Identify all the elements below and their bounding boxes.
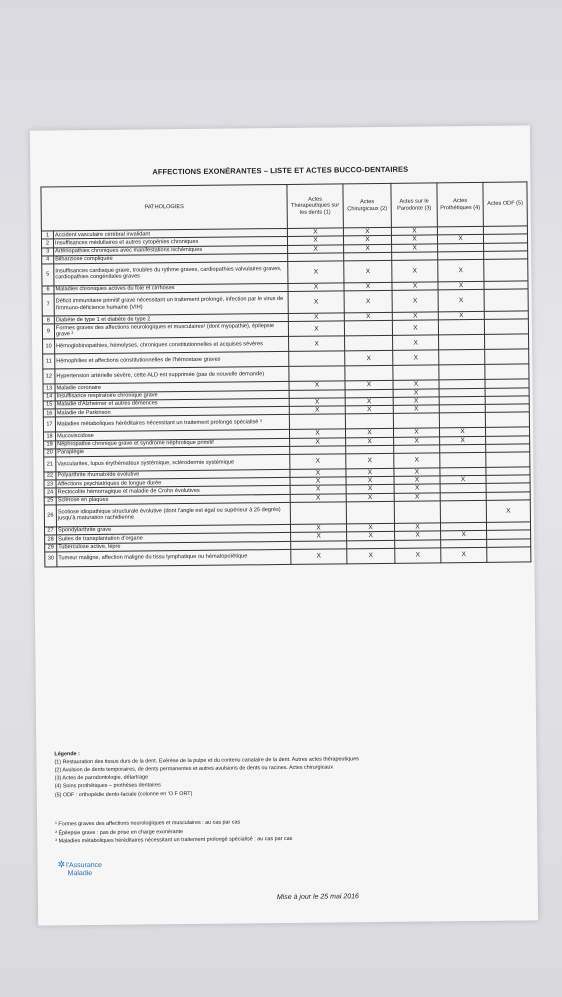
act-mark bbox=[440, 500, 486, 522]
row-number: 5 bbox=[42, 264, 54, 286]
act-mark: X bbox=[392, 243, 438, 252]
pathology-label: Polyarthrite rhumatoïde évolutive bbox=[56, 469, 290, 480]
pathology-label: Hémoglobinopathies, hémolyses, chroniques constitutionnelles et acquises sévères bbox=[55, 337, 289, 354]
act-mark bbox=[487, 546, 531, 561]
header-actes-therapeutiques: Actes Thérapeutiques sur les dents (1) bbox=[287, 184, 343, 229]
act-mark: X bbox=[392, 312, 438, 321]
act-mark: X bbox=[290, 494, 346, 503]
legend-item: (3) Actes de parodontologie, détartrage bbox=[54, 774, 149, 782]
act-mark: X bbox=[439, 428, 485, 437]
row-number: 17 bbox=[43, 417, 55, 432]
act-mark: X bbox=[392, 282, 438, 291]
act-mark: X bbox=[486, 500, 530, 522]
pathology-label: Scoliose idiopathique structurale évolutive (dont l'angle est égal ou supérieur à 25 degrés) jusqu'à maturation rachidienne bbox=[56, 502, 290, 526]
act-mark: X bbox=[290, 485, 346, 494]
pathology-label: Spondylarthrite grave bbox=[57, 524, 291, 535]
legend-item: (1) Restauration des tissus durs de la dent. Exérèse de la pulpe et du contenu canalaire de la dent. Autres actes thérapeutiques bbox=[54, 756, 359, 766]
act-mark bbox=[345, 336, 393, 352]
act-mark: X bbox=[345, 351, 393, 367]
act-mark bbox=[485, 412, 529, 427]
legend-title: Légende : bbox=[54, 751, 80, 758]
pathology-label: Mucoviscidose bbox=[56, 430, 290, 441]
row-number: 9 bbox=[42, 324, 54, 339]
act-mark: X bbox=[346, 453, 394, 469]
act-mark bbox=[290, 502, 346, 525]
act-mark: X bbox=[344, 290, 392, 313]
act-mark: X bbox=[345, 381, 393, 390]
act-mark: X bbox=[288, 261, 344, 284]
pathology-label: Maladies chroniques actives du foie et cirrhoses bbox=[54, 283, 288, 294]
act-mark bbox=[484, 259, 528, 281]
row-number: 4 bbox=[42, 256, 54, 264]
act-mark: X bbox=[391, 227, 437, 236]
act-mark bbox=[393, 365, 439, 380]
row-number: 13 bbox=[43, 384, 55, 392]
pathology-label: Formes graves des affections neurologiques et musculaires¹ (dont myopathie), épilepsie grave ² bbox=[54, 322, 288, 339]
pathology-label: Hypertension artérielle sévère, cette ALD est supprimée (pas de nouvelle demande) bbox=[55, 367, 289, 384]
act-mark: X bbox=[346, 485, 394, 494]
act-mark: X bbox=[291, 548, 347, 564]
act-mark: X bbox=[288, 321, 344, 337]
update-date: Mise à jour le 25 mai 2016 bbox=[276, 893, 359, 902]
pathology-label: Maladie coronaire bbox=[55, 382, 289, 393]
act-mark: X bbox=[345, 397, 393, 406]
pathology-label: Affections psychiatriques de longue durée bbox=[56, 478, 290, 489]
pathology-label: Tuberculose active, lèpre bbox=[57, 541, 291, 551]
row-number: 28 bbox=[45, 535, 57, 543]
act-mark bbox=[486, 452, 530, 467]
act-mark: X bbox=[395, 547, 441, 562]
header-pathologies: PATHOLOGIES bbox=[41, 184, 287, 231]
act-mark: X bbox=[438, 259, 484, 281]
document-title: AFFECTIONS EXONÉRANTES – LISTE ET ACTES BUCCO-DENTAIRES bbox=[152, 164, 409, 177]
act-mark: X bbox=[391, 235, 437, 244]
pathology-label: Artériopathies chroniques avec manifestations ischémiques bbox=[54, 245, 288, 256]
pathology-label: Insuffisance respiratoire chronique grave bbox=[55, 390, 289, 401]
pathology-label: Sclérose en plaques bbox=[56, 494, 290, 505]
act-mark: X bbox=[392, 290, 438, 312]
act-mark bbox=[438, 320, 484, 335]
legend-block bbox=[54, 745, 524, 799]
act-mark: X bbox=[344, 282, 392, 291]
row-number: 14 bbox=[43, 392, 55, 400]
act-mark: X bbox=[289, 406, 345, 415]
header-actes-parodonte: Actes sur le Parodonte (3) bbox=[391, 183, 437, 227]
pathology-label: Déficit immunitaire primitif grave nécessitant un traitement prolongé, infection par le virus de l'immuno-déficience humaine (VIH) bbox=[54, 292, 288, 316]
header-actes-prothetiques: Actes Prothétiques (4) bbox=[437, 182, 483, 226]
row-number: 24 bbox=[44, 488, 56, 496]
act-mark: X bbox=[393, 428, 439, 437]
row-number: 8 bbox=[42, 316, 54, 324]
act-mark: X bbox=[441, 547, 487, 562]
act-mark bbox=[440, 452, 486, 467]
row-number: 19 bbox=[44, 441, 56, 449]
pathology-label: Insuffisances médullaires et autres cytopénies chroniques bbox=[53, 237, 287, 248]
pathology-label: Suites de transplantation d'organe bbox=[57, 533, 291, 544]
act-mark: X bbox=[394, 523, 440, 532]
act-mark: X bbox=[347, 548, 395, 564]
act-mark bbox=[485, 364, 529, 379]
legend-item: (5) ODF : orthopédie dento-faciale (colonne en 'O F ORT) bbox=[54, 790, 193, 798]
act-mark: X bbox=[393, 335, 439, 350]
row-number: 27 bbox=[45, 527, 57, 535]
act-mark bbox=[439, 413, 485, 428]
act-mark: X bbox=[392, 260, 438, 282]
act-mark: X bbox=[287, 228, 343, 237]
act-mark: X bbox=[290, 477, 346, 486]
row-number: 30 bbox=[45, 551, 57, 566]
act-mark: X bbox=[288, 291, 344, 314]
act-mark bbox=[485, 334, 529, 349]
act-mark: X bbox=[288, 244, 344, 253]
row-number: 2 bbox=[41, 239, 53, 247]
act-mark: X bbox=[440, 476, 486, 485]
act-mark bbox=[289, 414, 345, 430]
act-mark: X bbox=[290, 469, 346, 478]
act-mark: X bbox=[347, 532, 395, 541]
footnotes bbox=[55, 815, 525, 846]
row-number: 22 bbox=[44, 472, 56, 480]
row-number: 6 bbox=[42, 286, 54, 294]
act-mark: X bbox=[346, 477, 394, 486]
act-mark bbox=[346, 501, 394, 524]
legend-item: (4) Soins prothétiques – prothèses dentaires bbox=[54, 782, 161, 790]
pathology-label: Hémophilies et affections constitutionnelles de l'hémostase graves bbox=[55, 352, 289, 369]
act-mark: X bbox=[346, 493, 394, 502]
act-mark: X bbox=[438, 311, 484, 320]
row-number: 26 bbox=[44, 505, 56, 527]
row-number: 29 bbox=[45, 543, 57, 551]
act-mark: X bbox=[291, 532, 347, 541]
act-mark bbox=[439, 350, 485, 365]
act-mark: X bbox=[394, 484, 440, 493]
act-mark: X bbox=[288, 283, 344, 292]
act-mark: X bbox=[287, 236, 343, 245]
row-number: 7 bbox=[42, 294, 54, 316]
act-mark bbox=[485, 349, 529, 364]
act-mark bbox=[439, 365, 485, 380]
footnote: ¹ Formes graves des affections neurologiques et musculaires : au cas par cas bbox=[55, 819, 241, 828]
act-mark: X bbox=[346, 437, 394, 446]
table-header-row bbox=[41, 182, 527, 231]
row-number: 20 bbox=[44, 449, 56, 457]
act-mark: X bbox=[394, 453, 440, 468]
act-mark: X bbox=[393, 388, 439, 397]
act-mark bbox=[393, 413, 439, 428]
act-mark bbox=[344, 321, 392, 337]
act-mark: X bbox=[289, 398, 345, 407]
header-actes-odf: Actes ODF (5) bbox=[483, 182, 527, 226]
footnote: ² Épilepsie grave : pas de prise en charge exonérante bbox=[55, 828, 184, 837]
act-mark bbox=[439, 335, 485, 350]
act-mark: X bbox=[343, 227, 391, 236]
act-mark: X bbox=[289, 336, 345, 352]
act-mark: X bbox=[344, 312, 392, 321]
assurance-maladie-logo: ✲l'Assurance Maladie bbox=[57, 859, 103, 878]
act-mark: X bbox=[438, 281, 484, 290]
act-mark: X bbox=[393, 380, 439, 389]
act-mark bbox=[484, 319, 528, 334]
act-mark: X bbox=[346, 523, 394, 532]
row-number: 25 bbox=[44, 497, 56, 505]
row-number: 12 bbox=[43, 369, 55, 384]
act-mark bbox=[289, 366, 345, 382]
row-number: 23 bbox=[44, 480, 56, 488]
act-mark: X bbox=[289, 381, 345, 390]
act-mark: X bbox=[393, 405, 439, 414]
header-actes-chirurgicaux: Actes Chirurgicaux (2) bbox=[343, 183, 391, 228]
act-mark: X bbox=[345, 429, 393, 438]
pathology-label: Bilharziose compliquée bbox=[54, 253, 288, 263]
act-mark: X bbox=[345, 405, 393, 414]
act-mark bbox=[484, 289, 528, 311]
act-mark bbox=[394, 501, 440, 523]
pathology-label: Maladie d'Alzheimer et autres démences bbox=[55, 398, 289, 409]
act-mark bbox=[345, 366, 393, 382]
row-number: 16 bbox=[43, 409, 55, 417]
act-mark: X bbox=[440, 436, 486, 445]
row-number: 3 bbox=[42, 247, 54, 255]
act-mark bbox=[289, 351, 345, 367]
act-mark: X bbox=[290, 524, 346, 533]
act-mark: X bbox=[290, 438, 346, 447]
paper-sheet bbox=[30, 125, 538, 925]
pathology-label: Diabète de type 1 et diabète de type 2 bbox=[54, 314, 288, 325]
row-number: 21 bbox=[44, 457, 56, 472]
act-mark: X bbox=[346, 468, 394, 477]
act-mark: X bbox=[343, 236, 391, 245]
legend-item: (2) Avulsion de dents temporaires, de dents permanentes et autres avulsions de dents ou racines. Actes chirurgicaux bbox=[54, 764, 334, 774]
act-mark: X bbox=[441, 531, 487, 540]
row-number: 15 bbox=[43, 401, 55, 409]
pathology-label: Néphropathie chronique grave et syndrome néphrotique primitif bbox=[56, 438, 290, 449]
row-number: 11 bbox=[43, 354, 55, 369]
act-mark: X bbox=[290, 454, 346, 470]
row-number: 18 bbox=[44, 432, 56, 440]
pathologies-table bbox=[40, 181, 531, 567]
logo-icon: ✲ bbox=[57, 859, 66, 870]
act-mark: X bbox=[392, 320, 438, 335]
pathology-label: Maladie de Parkinson bbox=[55, 407, 289, 418]
act-mark: X bbox=[395, 531, 441, 540]
pathology-label: Vascularites, lupus érythémateux systémique, sclérodermie systémique bbox=[56, 454, 290, 471]
pathology-label: Rectocolite hémorragique et maladie de Crohn évolutives bbox=[56, 486, 290, 497]
act-mark: X bbox=[393, 397, 439, 406]
pathology-label: Tumeur maligne, affection maligne du tissu lymphatique ou hématopoïétique bbox=[57, 549, 291, 566]
act-mark: X bbox=[288, 313, 344, 322]
pathology-label: Maladies métaboliques héréditaires nécessitant un traitement prolongé spécialisé ³ bbox=[55, 415, 289, 432]
row-number: 1 bbox=[41, 231, 53, 239]
pathology-label: Accident vasculaire cérébral invalidant bbox=[53, 228, 287, 239]
act-mark: X bbox=[394, 493, 440, 502]
act-mark: X bbox=[437, 235, 483, 244]
act-mark bbox=[345, 414, 393, 430]
row-number: 10 bbox=[43, 339, 55, 354]
act-mark: X bbox=[438, 289, 484, 311]
act-mark: X bbox=[344, 244, 392, 253]
act-mark: X bbox=[394, 468, 440, 477]
pathology-label: Insuffisances cardiaque grave, troubles du rythme graves, cardiopathies valvulaires graves, cardiopathies congénitales graves bbox=[54, 261, 288, 285]
act-mark: X bbox=[394, 476, 440, 485]
pathology-label: Paraplégie bbox=[56, 446, 290, 456]
act-mark: X bbox=[344, 260, 392, 283]
act-mark: X bbox=[393, 350, 439, 365]
act-mark: X bbox=[289, 429, 345, 438]
footnote: ³ Maladies métaboliques héréditaires nécessitant un traitement prolongé spécialisé : au cas par cas bbox=[55, 836, 293, 845]
act-mark: X bbox=[394, 437, 440, 446]
